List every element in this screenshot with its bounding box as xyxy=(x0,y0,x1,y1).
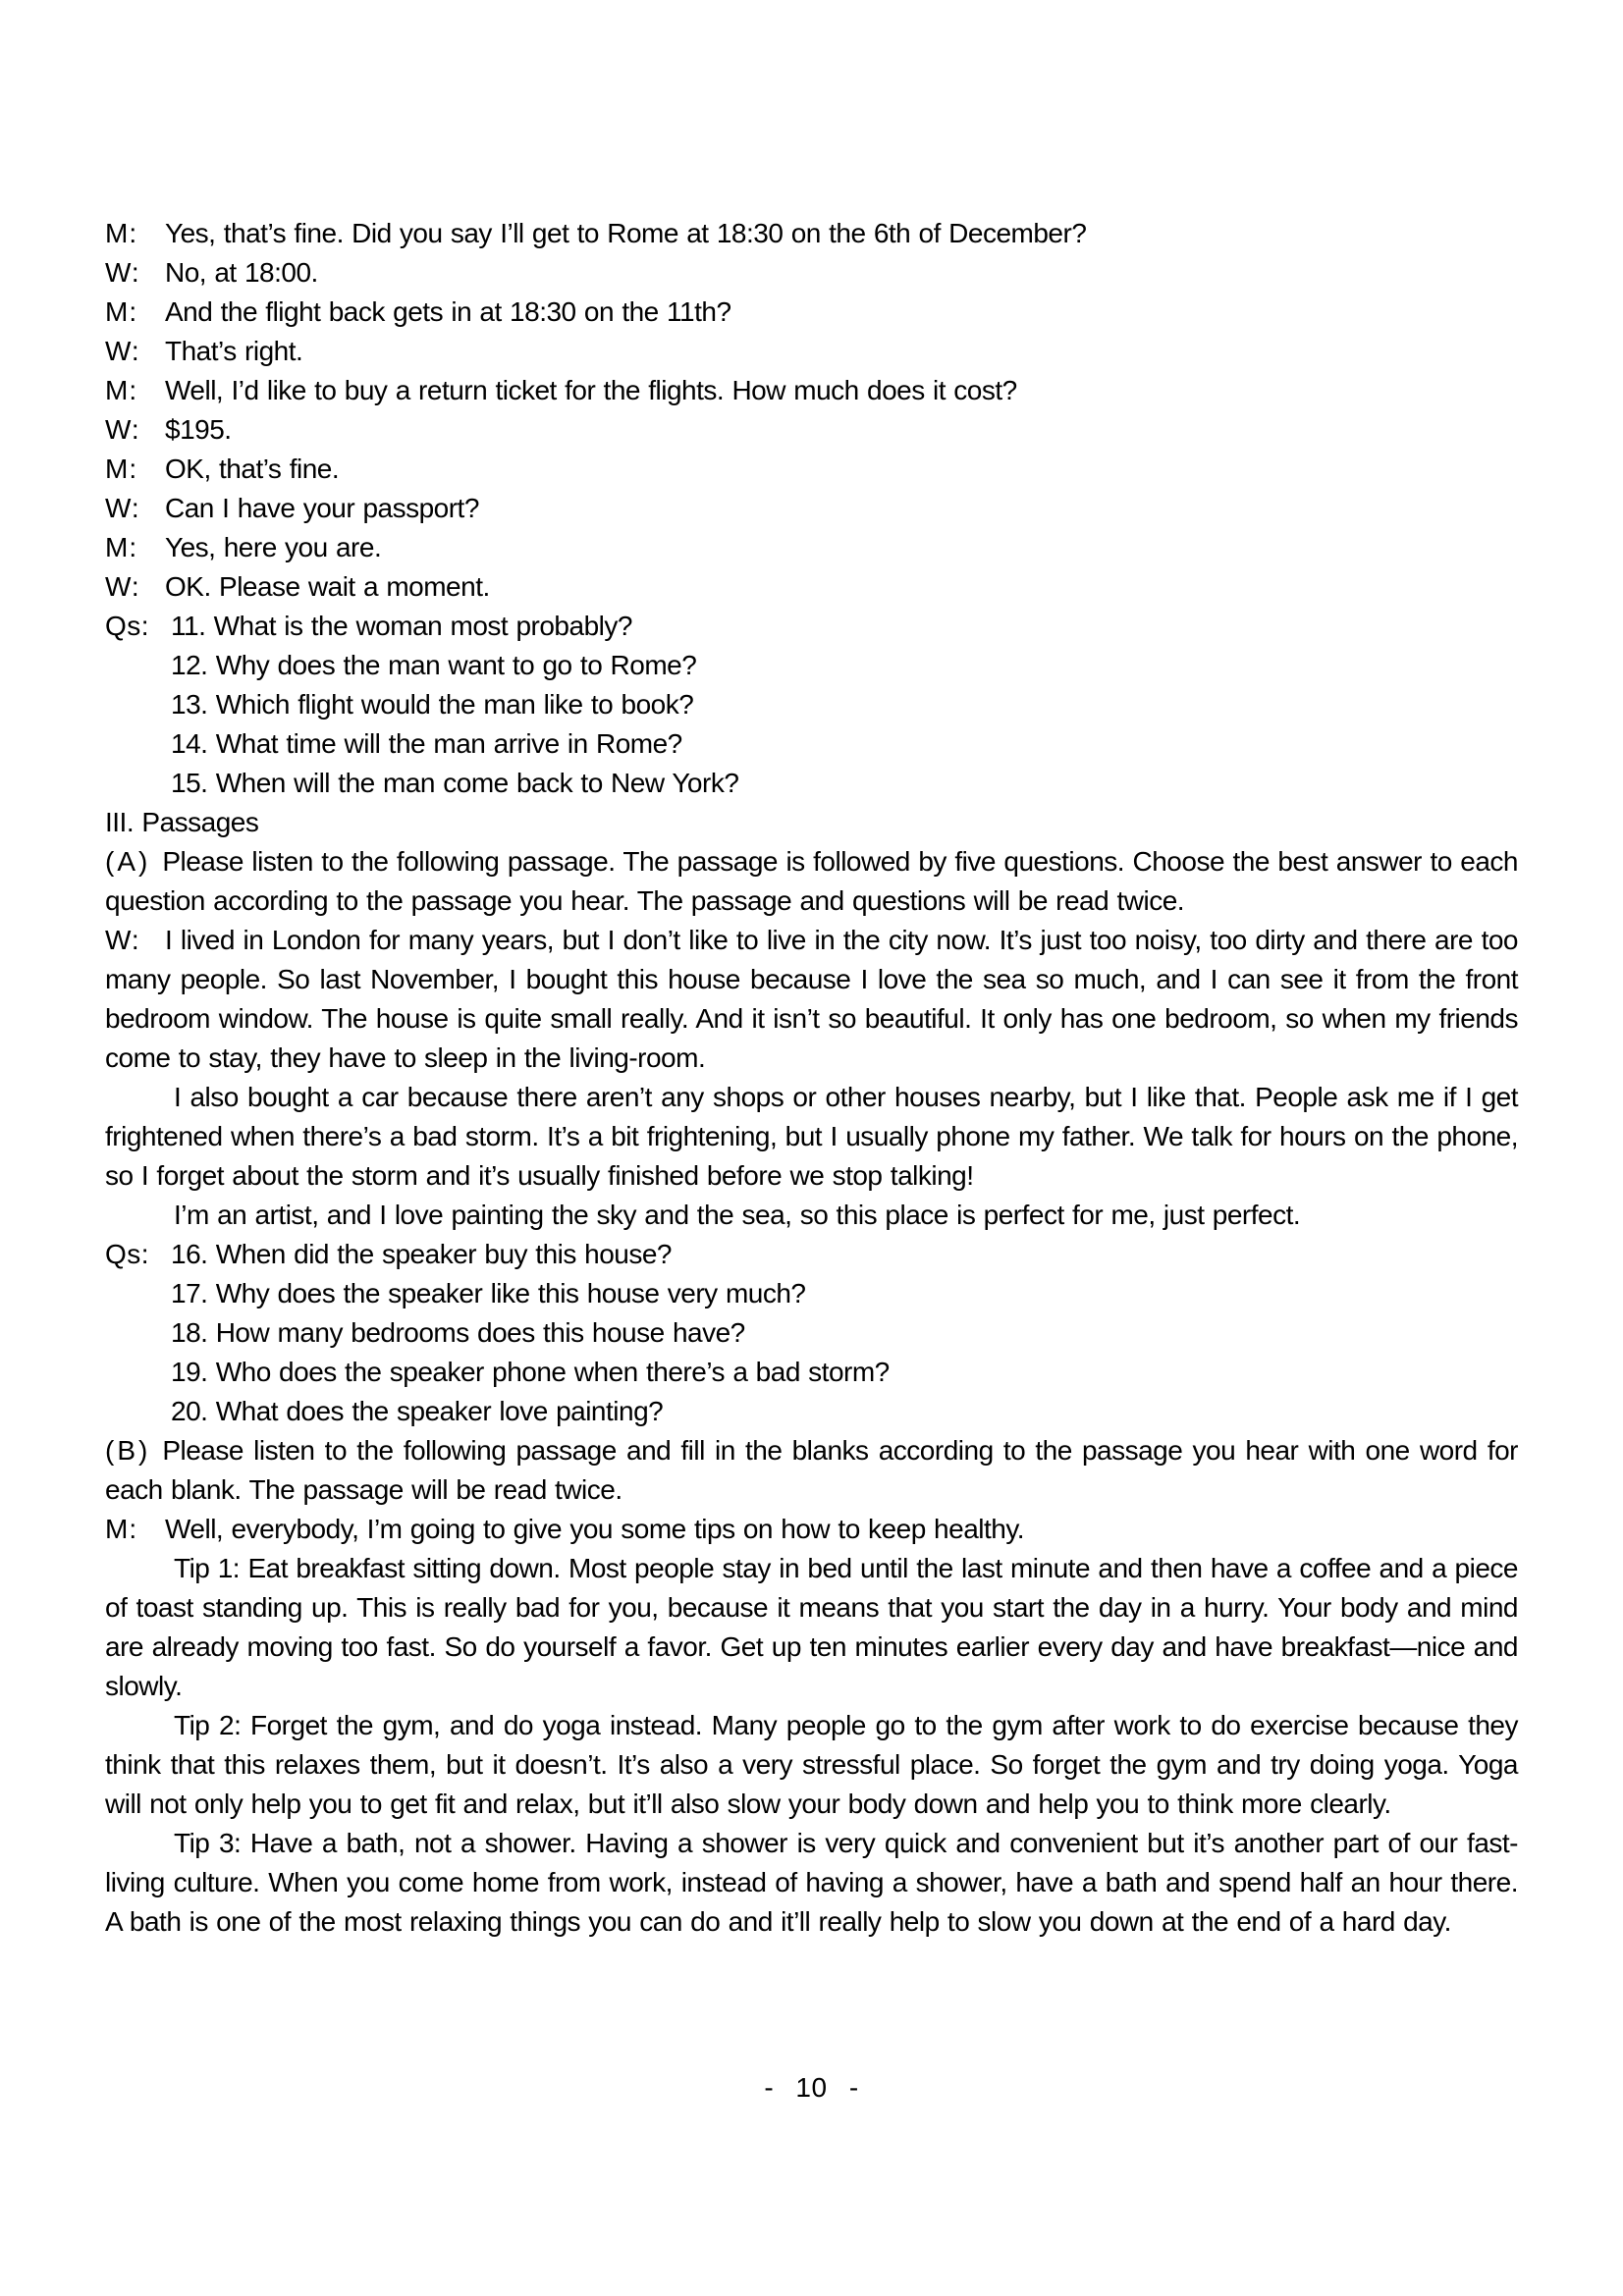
speaker-label: M: xyxy=(105,532,138,562)
dialogue-line xyxy=(105,567,1518,607)
line-text: No, at 18:00. xyxy=(165,257,318,288)
dialogue-line xyxy=(105,293,1518,332)
instruction-paragraph xyxy=(105,842,1518,921)
question-item xyxy=(105,724,1518,764)
speaker-label: M: xyxy=(105,218,138,248)
page-number: - 10 - xyxy=(764,2072,859,2103)
dialogue-line xyxy=(105,450,1518,489)
question-text: 12. Why does the man want to go to Rome? xyxy=(171,650,697,680)
dialogue-line xyxy=(105,528,1518,567)
questions-label: Qs: xyxy=(105,1239,150,1269)
paragraph-text: Tip 3: Have a bath, not a shower. Having a shower is very quick and convenient but it’s another part of our fast-living culture. When you come home from work, instead of having a shower, have a bath and spend half an hour there. A bath is one of the most relaxing things you can do and it’ll really help to slow you down at the end of a hard day. xyxy=(105,1828,1518,1937)
instruction-text: Please listen to the following passage. The passage is followed by five questions. Choose the best answer to each question according to the passage you hear. The passage and questions will be read twice. xyxy=(105,846,1518,916)
question-text: 15. When will the man come back to New York? xyxy=(171,768,739,798)
questions-label: Qs: xyxy=(105,611,150,641)
question-text: 14. What time will the man arrive in Rome? xyxy=(171,728,682,759)
question-item xyxy=(105,1313,1518,1353)
question-text: 18. How many bedrooms does this house have? xyxy=(171,1317,745,1348)
speaker-label: W: xyxy=(105,493,140,523)
speaker-label: M: xyxy=(105,454,138,484)
question-item xyxy=(105,1235,1518,1274)
speaker-label: W: xyxy=(105,414,140,445)
line-text: OK. Please wait a moment. xyxy=(165,571,490,602)
part-marker: (A) xyxy=(105,846,151,877)
paragraph-text: I also bought a car because there aren’t any shops or other houses nearby, but I like that. People ask me if I get frightened when there’s a bad storm. It’s a bit frightening, but I usually phone my father. We talk for hours on the phone, so I forget about the storm and it’s usually finished before we stop talking! xyxy=(105,1082,1518,1191)
speaker-label: W: xyxy=(105,571,140,602)
question-list xyxy=(105,1235,1518,1431)
dialogue-line xyxy=(105,253,1518,293)
passage-paragraph xyxy=(105,1510,1518,1549)
part-marker: (B) xyxy=(105,1435,151,1466)
paragraph-text: I’m an artist, and I love painting the sky and the sea, so this place is perfect for me, just perfect. xyxy=(174,1200,1301,1230)
line-text: $195. xyxy=(165,414,232,445)
question-text: 13. Which flight would the man like to book? xyxy=(171,689,694,720)
speaker-label: W: xyxy=(105,925,140,955)
dialogue-line xyxy=(105,214,1518,253)
instruction-paragraph xyxy=(105,1431,1518,1510)
line-text: And the flight back gets in at 18:30 on the 11th? xyxy=(165,296,731,327)
passage-paragraph xyxy=(105,1549,1518,1706)
question-text: 17. Why does the speaker like this house very much? xyxy=(171,1278,806,1308)
speaker-label: M: xyxy=(105,1514,138,1544)
line-text: Well, everybody, I’m going to give you some tips on how to keep healthy. xyxy=(165,1514,1025,1544)
question-item xyxy=(105,685,1518,724)
line-text: Yes, here you are. xyxy=(165,532,382,562)
dialogue-line xyxy=(105,332,1518,371)
paragraph-text: Tip 2: Forget the gym, and do yoga instead. Many people go to the gym after work to do exercise because they think that this relaxes them, but it doesn’t. It’s also a very stressful place. So forget the gym and try doing yoga. Yoga will not only help you to get fit and relax, but it’ll also slow your body down and help you to think more clearly. xyxy=(105,1710,1518,1819)
passage-paragraph xyxy=(105,1706,1518,1824)
instruction-text: Please listen to the following passage and fill in the blanks according to the passage you hear with one word for each blank. The passage will be read twice. xyxy=(105,1435,1518,1505)
question-item xyxy=(105,764,1518,803)
speaker-label: M: xyxy=(105,296,138,327)
question-item xyxy=(105,607,1518,646)
line-text: Yes, that’s fine. Did you say I’ll get to Rome at 18:30 on the 6th of December? xyxy=(165,218,1087,248)
section-heading xyxy=(105,803,1518,842)
speaker-label: W: xyxy=(105,336,140,366)
speaker-label: W: xyxy=(105,257,140,288)
dialogue-line xyxy=(105,371,1518,410)
line-text: That’s right. xyxy=(165,336,303,366)
line-text: Well, I’d like to buy a return ticket for the flights. How much does it cost? xyxy=(165,375,1017,405)
question-item xyxy=(105,1274,1518,1313)
dialogue-line xyxy=(105,410,1518,450)
question-text: 16. When did the speaker buy this house? xyxy=(171,1239,673,1269)
speaker-label: M: xyxy=(105,375,138,405)
paragraph-text: Tip 1: Eat breakfast sitting down. Most people stay in bed until the last minute and then have a coffee and a piece of toast standing up. This is really bad for you, because it means that you start the day in a hurry. Your body and mind are already moving too fast. So do yourself a favor. Get up ten minutes earlier every day and have breakfast—nice and slowly. xyxy=(105,1553,1518,1701)
question-item xyxy=(105,646,1518,685)
line-text: OK, that’s fine. xyxy=(165,454,340,484)
question-text: 11. What is the woman most probably? xyxy=(171,611,632,641)
question-item xyxy=(105,1353,1518,1392)
question-text: 19. Who does the speaker phone when there’s a bad storm? xyxy=(171,1357,890,1387)
heading-text: III. Passages xyxy=(105,807,259,837)
document-body xyxy=(105,214,1518,1942)
question-list xyxy=(105,607,1518,803)
question-text: 20. What does the speaker love painting? xyxy=(171,1396,664,1426)
passage-paragraph xyxy=(105,1824,1518,1942)
question-item xyxy=(105,1392,1518,1431)
line-text: I lived in London for many years, but I don’t like to live in the city now. It’s just too noisy, too dirty and there are too many people. So last November, I bought this house because I love the sea so much, and I can see it from the front bedroom window. The house is quite small really. And it isn’t so beautiful. It only has one bedroom, so when my friends come to stay, they have to sleep in the living-room. xyxy=(105,925,1518,1073)
line-text: Can I have your passport? xyxy=(165,493,479,523)
passage-paragraph xyxy=(105,921,1518,1078)
passage-paragraph xyxy=(105,1196,1518,1235)
dialogue-line xyxy=(105,489,1518,528)
passage-paragraph xyxy=(105,1078,1518,1196)
